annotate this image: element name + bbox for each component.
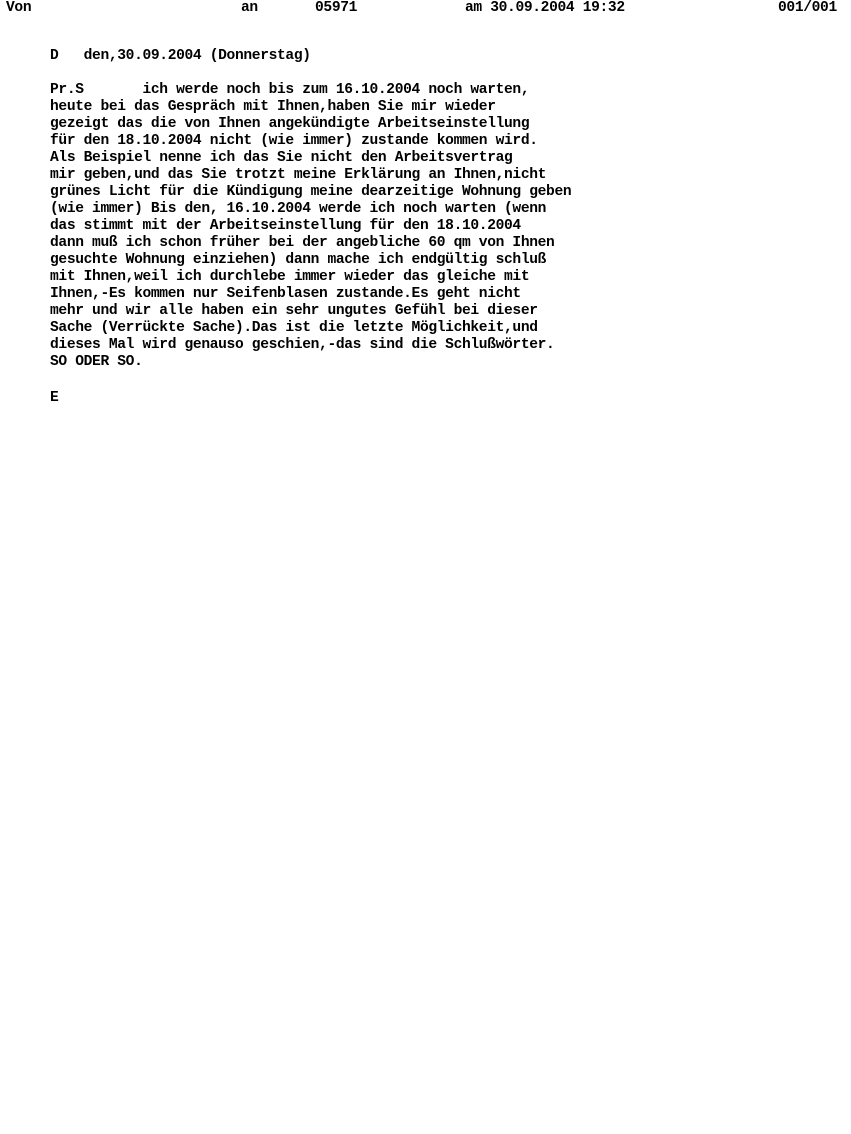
fax-header (0, 0, 851, 17)
body-line: gesuchte Wohnung einziehen) dann mache ich endgültig schluß (50, 252, 547, 268)
body-line: mir geben,und das Sie trotzt meine Erklärung an Ihnen,nicht (50, 167, 547, 183)
fax-date-time: am 30.09.2004 19:32 (465, 0, 625, 16)
fax-page-count: 001/001 (778, 0, 837, 16)
body-line: das stimmt mit der Arbeitseinstellung für den 18.10.2004 (50, 218, 521, 234)
letter-date-line: D den,30.09.2004 (Donnerstag) (50, 48, 311, 64)
body-line: dann muß ich schon früher bei der angebliche 60 qm von Ihnen (50, 235, 555, 251)
body-line: Sache (Verrückte Sache).Das ist die letzte Möglichkeit,und (50, 320, 538, 336)
body-line: mehr und wir alle haben ein sehr ungutes Gefühl bei dieser (50, 303, 538, 319)
letter-body (50, 82, 571, 371)
body-line: dieses Mal wird genauso geschien,-das sind die Schlußwörter. (50, 337, 555, 353)
fax-from-label: Von (6, 0, 32, 16)
body-line: Pr.S ich werde noch bis zum 16.10.2004 noch warten, (50, 82, 530, 98)
fax-number: 05971 (315, 0, 358, 16)
body-line: für den 18.10.2004 nicht (wie immer) zustande kommen wird. (50, 133, 538, 149)
body-line: (wie immer) Bis den, 16.10.2004 werde ich noch warten (wenn (50, 201, 547, 217)
body-line: mit Ihnen,weil ich durchlebe immer wieder das gleiche mit (50, 269, 530, 285)
body-line: heute bei das Gespräch mit Ihnen,haben Sie mir wieder (50, 99, 496, 115)
body-line: gezeigt das die von Ihnen angekündigte Arbeitseinstellung (50, 116, 530, 132)
body-line: SO ODER SO. (50, 354, 143, 370)
letter-closing: E (50, 390, 59, 406)
body-line: Ihnen,-Es kommen nur Seifenblasen zustande.Es geht nicht (50, 286, 521, 302)
body-line: grünes Licht für die Kündigung meine dearzeitige Wohnung geben (50, 184, 572, 200)
fax-to-label: an (241, 0, 258, 16)
body-line: Als Beispiel nenne ich das Sie nicht den Arbeitsvertrag (50, 150, 513, 166)
